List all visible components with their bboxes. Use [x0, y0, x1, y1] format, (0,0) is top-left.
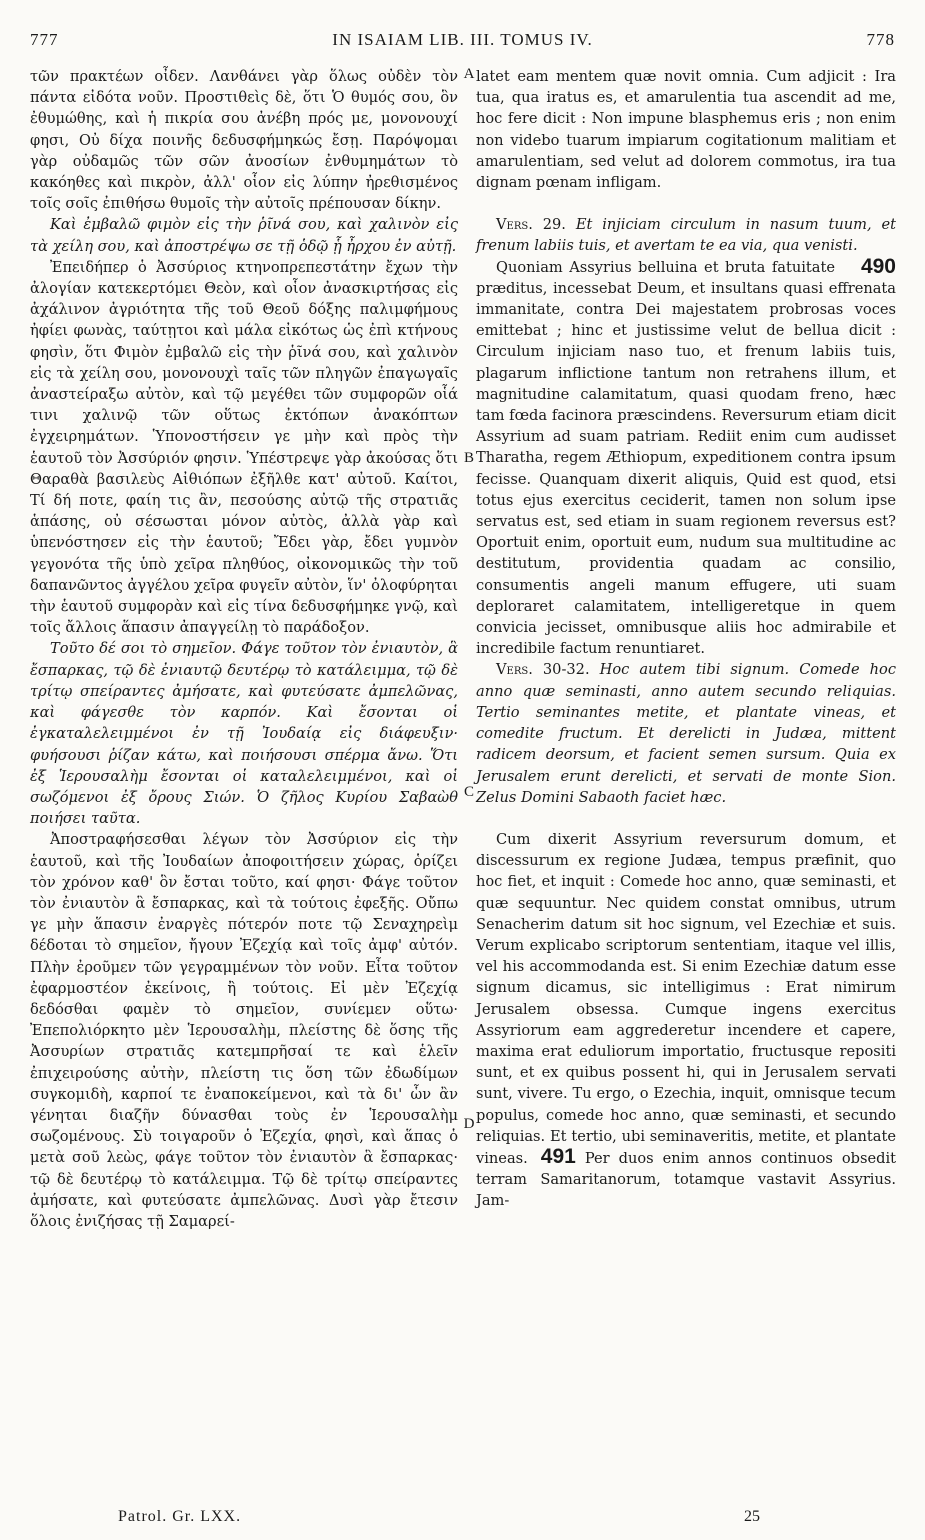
column-number-490: 490: [860, 254, 896, 278]
footer-sheet-number: 25: [744, 1508, 760, 1525]
greek-verse-30-32: Τοῦτο δέ σοι τὸ σημεῖον. Φάγε τοῦτον τὸν ἐνιαυτὸν, ἃ ἔσπαρκας, τῷ δὲ ἐνιαυτῷ δευτέρῳ τὸ κατάλειμμα, τῷ δὲ τρίτῳ σπείραντες ἀμήσατε, καὶ φυτεύσατε ἀμπελῶνας, καὶ φάγεσθε τὸν καρπόν. Καὶ ἔσονται οἱ ἐγκαταλελειμμένοι ἐν τῇ Ἰουδαίᾳ εἰς διάφευξιν· φυήσουσι ῥίζαν κάτω, καὶ ποιήσουσι σπέρμα ἄνω. Ὅτι ἐξ Ἱερουσαλὴμ ἔσονται οἱ καταλελειμμένοι, καὶ οἱ σωζόμενοι ἐξ ὄρους Σιών. Ὁ ζῆλος Κυρίου Σαβαὼθ ποιήσει ταῦτα.: [30, 640, 458, 828]
latin-paragraph-3: Cum dixerit Assyrium reversurum domum, et discessurum ex regione Judæa, tempus præfinit, quo hoc fiet, et inquit : Comede hoc anno, quæ seminasti, et quæ sequuntur. Nec quidem constat omnibus, utrum Senacherim datum sit hoc signum, vel Ezechiæ et suis. Verum explicabo scriptorum sententiam, itaque vel illis, vel his accommodanda est. Si enim Ezechiæ datum esse signum dicamus, sic intelligimus : Erat nimirum Jerusalem obsessa. Cumque ingens exercitus Assyriorum eam aggrederetur incendere et capere, maxima erat eduliorum importatio, fructusque repositi sunt, et ex quibus possent hi, qui in Jerusalem servati sunt, vivere. Tu ergo, o Ezechia, inquit, omnisque tecum populus, comede hoc anno, quæ seminasti, et secundo reliquias. Et tertio, ubi seminaveritis, metite, et plantate vineas. 491 Per duos enim annos continuos obsedit terram Samaritanorum, totamque vastavit Assyrius. Jam-: [476, 830, 896, 1210]
running-title: IN ISAIAM LIB. III. TOMUS IV.: [332, 30, 593, 49]
page-number-right: 778: [866, 30, 895, 49]
greek-column: [30, 66, 458, 1232]
margin-marker-a: A: [463, 66, 475, 82]
latin-column: [476, 66, 896, 1212]
verse-text-30-32: Hoc autem tibi signum. Comede hoc anno quæ seminasti, anno autem secundo reliquias. Tertio seminantes metite, et plantate vineas, et comedite fructum. Et derelicti in Judæa, mittent radicem deorsum, et facient semen sursum. Quia ex Jerusalem erunt derelicti, et servati de monte Sion. Zelus Domini Sabaoth faciet hæc.: [476, 661, 896, 806]
footer-signature: Patrol. Gr. LXX.: [118, 1508, 242, 1525]
margin-marker-d: D: [463, 1116, 475, 1132]
latin-paragraph-2: 490 Quoniam Assyrius belluina et bruta fatuitate præditus, incessebat Deum, et insultans quasi effrenata immanitate, contra Dei majestatem probrosas voces emittebat ; hinc et justissime velut de bellua dicit : Circulum injiciam naso tuo, et frenum labiis tuis, plagarum inflictione tantum non retrahens illum, et magnitudine calamitatum, quasi quodam freno, hæc tam fœda facinora præscindens. Reversurum etiam dicit Assyrium ad suam patriam. Rediit enim cum audisset Tharatha, regem Æthiopum, expeditionem contra ipsum fecisse. Quanquam dixerit aliquis, Quid est quod, etsi totus ejus exercitus ceciderit, tamen non solum ipse servatus est, sed etiam in suam regionem reversus est? Oportuit enim, oportuit eum, nudum sua multitudine ac destitutum, providentia quadam ac consilio, consumentis angeli manum effugere, uti suam deploraret calamitatem, intelligeretque in quem convicia jecisset, omnibusque aliis hoc admirabile et incredibile factum renuntiaret.: [476, 254, 896, 658]
greek-paragraph-3: Ἀποστραφήσεσθαι λέγων τὸν Ἀσσύριον εἰς τὴν ἑαυτοῦ, καὶ τῆς Ἰουδαίων ἀποφοιτήσειν χώρας, ὁρίζει τὸν χρόνον καθ' ὃν ἔσται τοῦτο, καί φησι· Φάγε τοῦτον τὸν ἐνιαυτὸν ἃ ἔσπαρκας, καὶ τὰ τούτοις ἐφεξῆς. Οὔπω γε μὴν ἅπασιν ἐναργὲς πότερόν ποτε τῷ Σεναχηρεὶμ δέδοται τὸ σημεῖον, ἤγουν Ἐζεχίᾳ καὶ τοῖς ἀμφ' αὐτόν. Πλὴν ἐροῦμεν τῶν γεγραμμένων τὸν νοῦν. Εἶτα τοῦτον ἐφαρμοστέον ἐκείνοις, ἢ τούτοις. Εἰ μὲν Ἐζεχίᾳ δεδόσθαι φαμὲν τὸ σημεῖον, συνίεμεν οὕτω· Ἐπεπολιόρκητο μὲν Ἱερουσαλὴμ, πλείστης δὲ ὅσης τῆς Ἀσσυρίων στρατιᾶς κατεμπρῆσαί τε καὶ ἑλεῖν ἐπιχειρούσης αὐτὴν, πλείστη τις ὅση τῶν ἐδωδίμων συγκομιδὴ, καρποί τε ἐναποκείμενοι, καὶ τὰ δι' ὧν ἂν γένηται διαζῆν δύνασθαι τοὺς ἐν Ἱερουσαλὴμ σωζομένους. Σὺ τοιγαροῦν ὁ Ἐζεχία, φησὶ, καὶ ἅπας ὁ μετὰ σοῦ λεὼς, φάγε τοῦτον τὸν ἐνιαυτὸν ἃ ἔσπαρκας· τῷ δὲ δευτέρῳ τὸ κατάλειμμα. Τῷ δὲ τρίτῳ σπείραντες ἀμήσατε, καὶ φυτεύσατε ἀμπελῶνας. Δυσὶ γὰρ ἔτεσιν ὅλοις ἐνιζήσας τῇ Σαμαρεί-: [30, 831, 458, 1230]
greek-paragraph-2: Ἐπειδήπερ ὁ Ἀσσύριος κτηνοπρεπεστάτην ἔχων τὴν ἀλογίαν κατεκερτόμει Θεὸν, καὶ οἷον ἀνασκιρτήσας εἰς ἀχάλινον ἀγριότητα τῆς τοῦ Θεοῦ δόξης παλιμφήμους ἠφίει φωνὰς, ταύτῃτοι καὶ μάλα εἰκότως ὡς ἐπὶ κτήνους φησὶν, ὅτι Φιμὸν ἐμβαλῶ εἰς τὴν ῥῖνά σου, καὶ χαλινὸν εἰς τὰ χείλη σου, μονονουχὶ ταῖς τῶν πληγῶν ἐπαγωγαῖς ἀναστείραξω αὐτὸν, καὶ τῷ μεγέθει τῶν συμφορῶν οἷά τινι χαλινῷ τῶν οὕτως ἐκτόπων ἀνακόπτων ἐγχειρημάτων. Ὑπονοστήσειν γε μὴν καὶ πρὸς τὴν ἑαυτοῦ τὸν Ἀσσύριόν φησιν. Ὑπέστρεψε γὰρ ἀκούσας ὅτι Θαραθὰ βασιλεὺς Αἰθιόπων ἐξῆλθε κατ' αὐτοῦ. Καίτοι, Τί δή ποτε, φαίη τις ἂν, πεσούσης αὐτῷ τῆς στρατιᾶς ἁπάσης, οὐ σέσωσται μόνον αὐτὸς, ἀλλὰ γὰρ καὶ ὑπενόστησεν εἰς τὴν ἑαυτοῦ; Ἔδει γὰρ, ἔδει γυμνὸν γεγονότα τῆς ὑπὸ χεῖρα πληθύος, οἰκονομικῶς τὴν τοῦ δαπανῶντος ἀγγέλου χεῖρα φυγεῖν αὐτὸν, ἵν' ὀλοφύρηται τὴν ἑαυτοῦ συμφορὰν καὶ εἰς τίνα δεδυσφήμηκε γνῷ, καὶ τοῖς ἄλλοις ἅπασιν ἀπαγγείλῃ τὸ παράδοξον.: [30, 258, 458, 637]
latin-verse-30-32: [476, 659, 896, 807]
latin-paragraph-1: latet eam mentem quæ novit omnia. Cum adjicit : Ira tua, qua iratus es, et amarulentia tua ascendit ad me, hoc fere dicit : Non impune blasphemus eris ; non enim non videbo tuarum impiarum cogitationum malitiam et amarulentiam, sed velut ad dolorem commotus, ira tua dignam pœnam infligam.: [476, 68, 896, 192]
verse-label-29: Vers. 29.: [496, 216, 566, 234]
margin-marker-c: C: [463, 784, 474, 800]
verse-label-30-32: Vers. 30-32.: [496, 661, 590, 679]
greek-paragraph-1: τῶν πρακτέων οἶδεν. Λανθάνει γὰρ ὅλως οὐδὲν τὸν πάντα εἰδότα νοῦν. Προστιθεὶς δὲ, ὅτι Ὁ θυμός σου, ὃν ἐθυμώθης, καὶ ἡ πικρία σου ἀνέβη πρός με, μονονουχί φησι, Οὐ δίχα ποινῆς δεδυσφήμηκώς ἔσῃ. Παρόψομαι γὰρ οὐδαμῶς τῶν σῶν ἀνοσίων ἐνθυμημάτων τὸ κακόηθες καὶ πικρὸν, ἀλλ' οἷον εἰς λύπην ἠρεθισμένος τοῖς σοῖς ἐπιθήσω θυμοῖς τὴν αὐτοῖς πρέπουσαν δίκην.: [30, 68, 458, 213]
column-number-491: 491: [540, 1144, 576, 1168]
page-header: [30, 30, 895, 54]
page-number-left: 777: [30, 30, 59, 49]
greek-verse-29: Καὶ ἐμβαλῶ φιμὸν εἰς τὴν ῥῖνά σου, καὶ χαλινὸν εἰς τὰ χείλη σου, καὶ ἀποστρέψω σε τῇ ὁδῷ ᾗ ἦρχου ἐν αὐτῇ.: [30, 216, 458, 255]
latin-verse-29: [476, 214, 896, 256]
verse-text-29: Et injiciam circulum in nasum tuum, et frenum labiis tuis, et avertam te ea via, qua venisti.: [476, 216, 896, 255]
margin-marker-b: B: [463, 450, 474, 466]
